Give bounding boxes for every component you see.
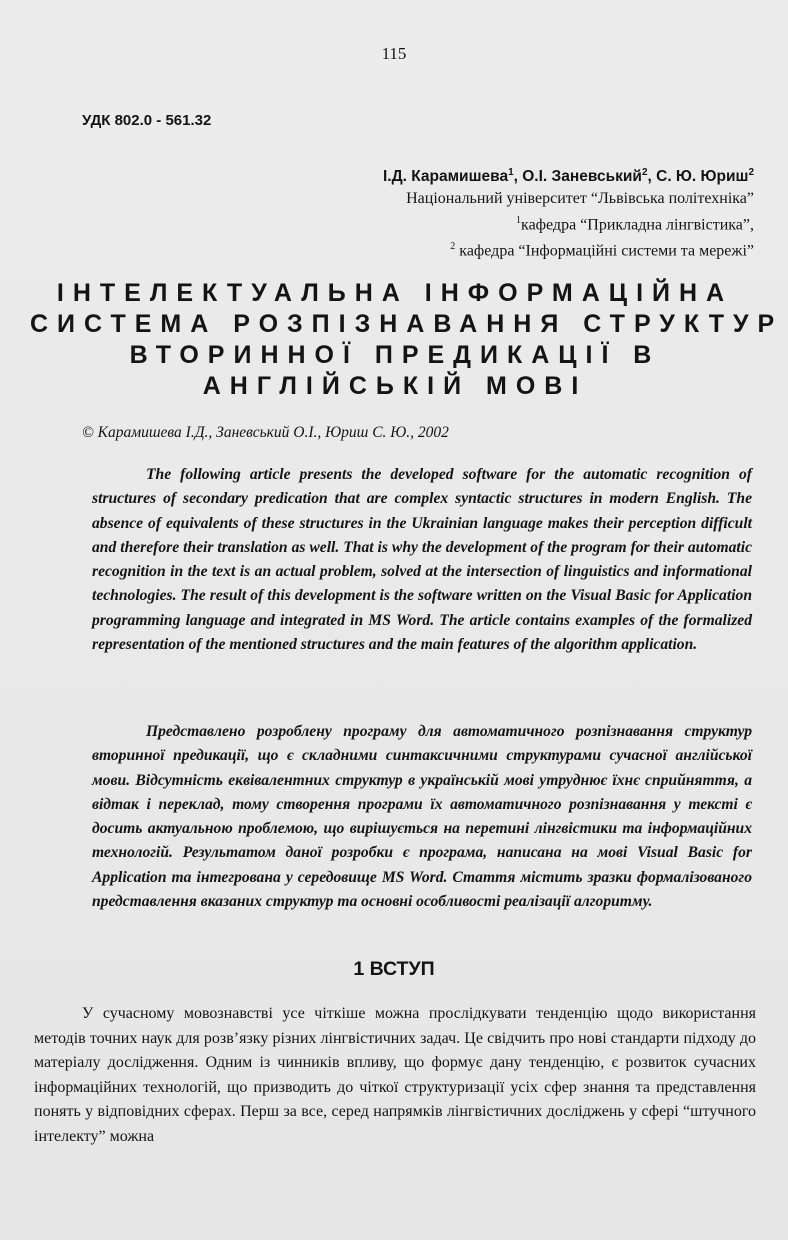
section-heading: 1 ВСТУП (353, 958, 435, 980)
article-title (30, 278, 784, 402)
copyright-line: © Карамишева І.Д., Заневський О.І., Юриш С. Ю., 2002 (82, 424, 449, 441)
title-line-3: ВТОРИННОЇ ПРЕДИКАЦІЇ В (129, 341, 661, 369)
abstract-ukrainian: Представлено розроблену програму для автоматичного розпізнавання структур вторинної предикації, що є складними синтаксичними структурами сучасної англійської мови. Відсутність еквівалентних структур в українській мові утруднює їхнє сприйняття, а відтак і переклад, тому створення програми їх автоматичного розпізнавання у тексті є досить актуальною проблемою, що вирішується на перетині лінгвістики та інформаційних технологій. Результатом даної розробки є програма, написана на мові Visual Basic for Application та інтегрована у середовище MS Word. Стаття містить зразки формалізованого представлення вказаних структур та основні особливості реалізації алгоритму. (92, 723, 752, 911)
abstract-english: The following article presents the developed software for the automatic recognition of structures of secondary predication that are complex syntactic structures in modern English. The absence of equivalents of these structures in the Ukrainian language makes their perception difficult and therefore their translation as well. That is why the development of the program for their automatic recognition in the text is an actual problem, solved at the intersection of linguistics and informational technologies. The result of this development is the software written on the Visual Basic for Application programming language and integrated in MS Word. The article contains examples of the formalized representation of the mentioned structures and the main features of the algorithm application. (92, 466, 752, 654)
body-paragraph: У сучасному мовознавстві усе чіткіше можна прослідкувати тенденцію щодо використання методів точних наук для розв’язку різних лінгвістичних задач. Це свідчить про нові стандарти підходу до матеріалу дослідження. Одним із чинників впливу, що формує дану тенденцію, є розвиток сучасних інформаційних технологій, що призводить до чіткої структуризації усіх сфер знання та представлення понять у відповідних сферах. Перш за все, серед напрямків лінгвістичних досліджень у сфері “штучного інтелекту” можна (34, 1005, 756, 1145)
department-1: $^1$кафедра “Прикладна лінгвістика”, (516, 215, 754, 234)
author-names (383, 162, 754, 188)
udk-code: УДК 802.0 - 561.32 (82, 112, 212, 129)
author-2-affiliation: 2 (641, 167, 648, 178)
author-1-affiliation: 1 (508, 167, 514, 178)
title-line-1: ІНТЕЛЕКТУАЛЬНА ІНФОРМАЦІЙНА (56, 279, 734, 307)
page-number: 115 (381, 44, 407, 63)
author-3-affiliation: 2 (748, 167, 754, 178)
author-2: , О.І. Заневський (513, 168, 642, 186)
author-1: І.Д. Карамишева (382, 168, 509, 186)
authors-block (383, 162, 754, 263)
department-2: $^2$ кафедра “Інформаційні системи та мережі” (450, 241, 754, 260)
title-line-4: АНГЛІЙСЬКІЙ МОВІ (202, 372, 588, 400)
author-3: , С. Ю. Юриш (647, 168, 749, 186)
title-line-2: СИСТЕМА РОЗПІЗНАВАННЯ СТРУКТУР (30, 310, 784, 338)
university: Національний університет “Львівська політехніка” (406, 190, 754, 208)
